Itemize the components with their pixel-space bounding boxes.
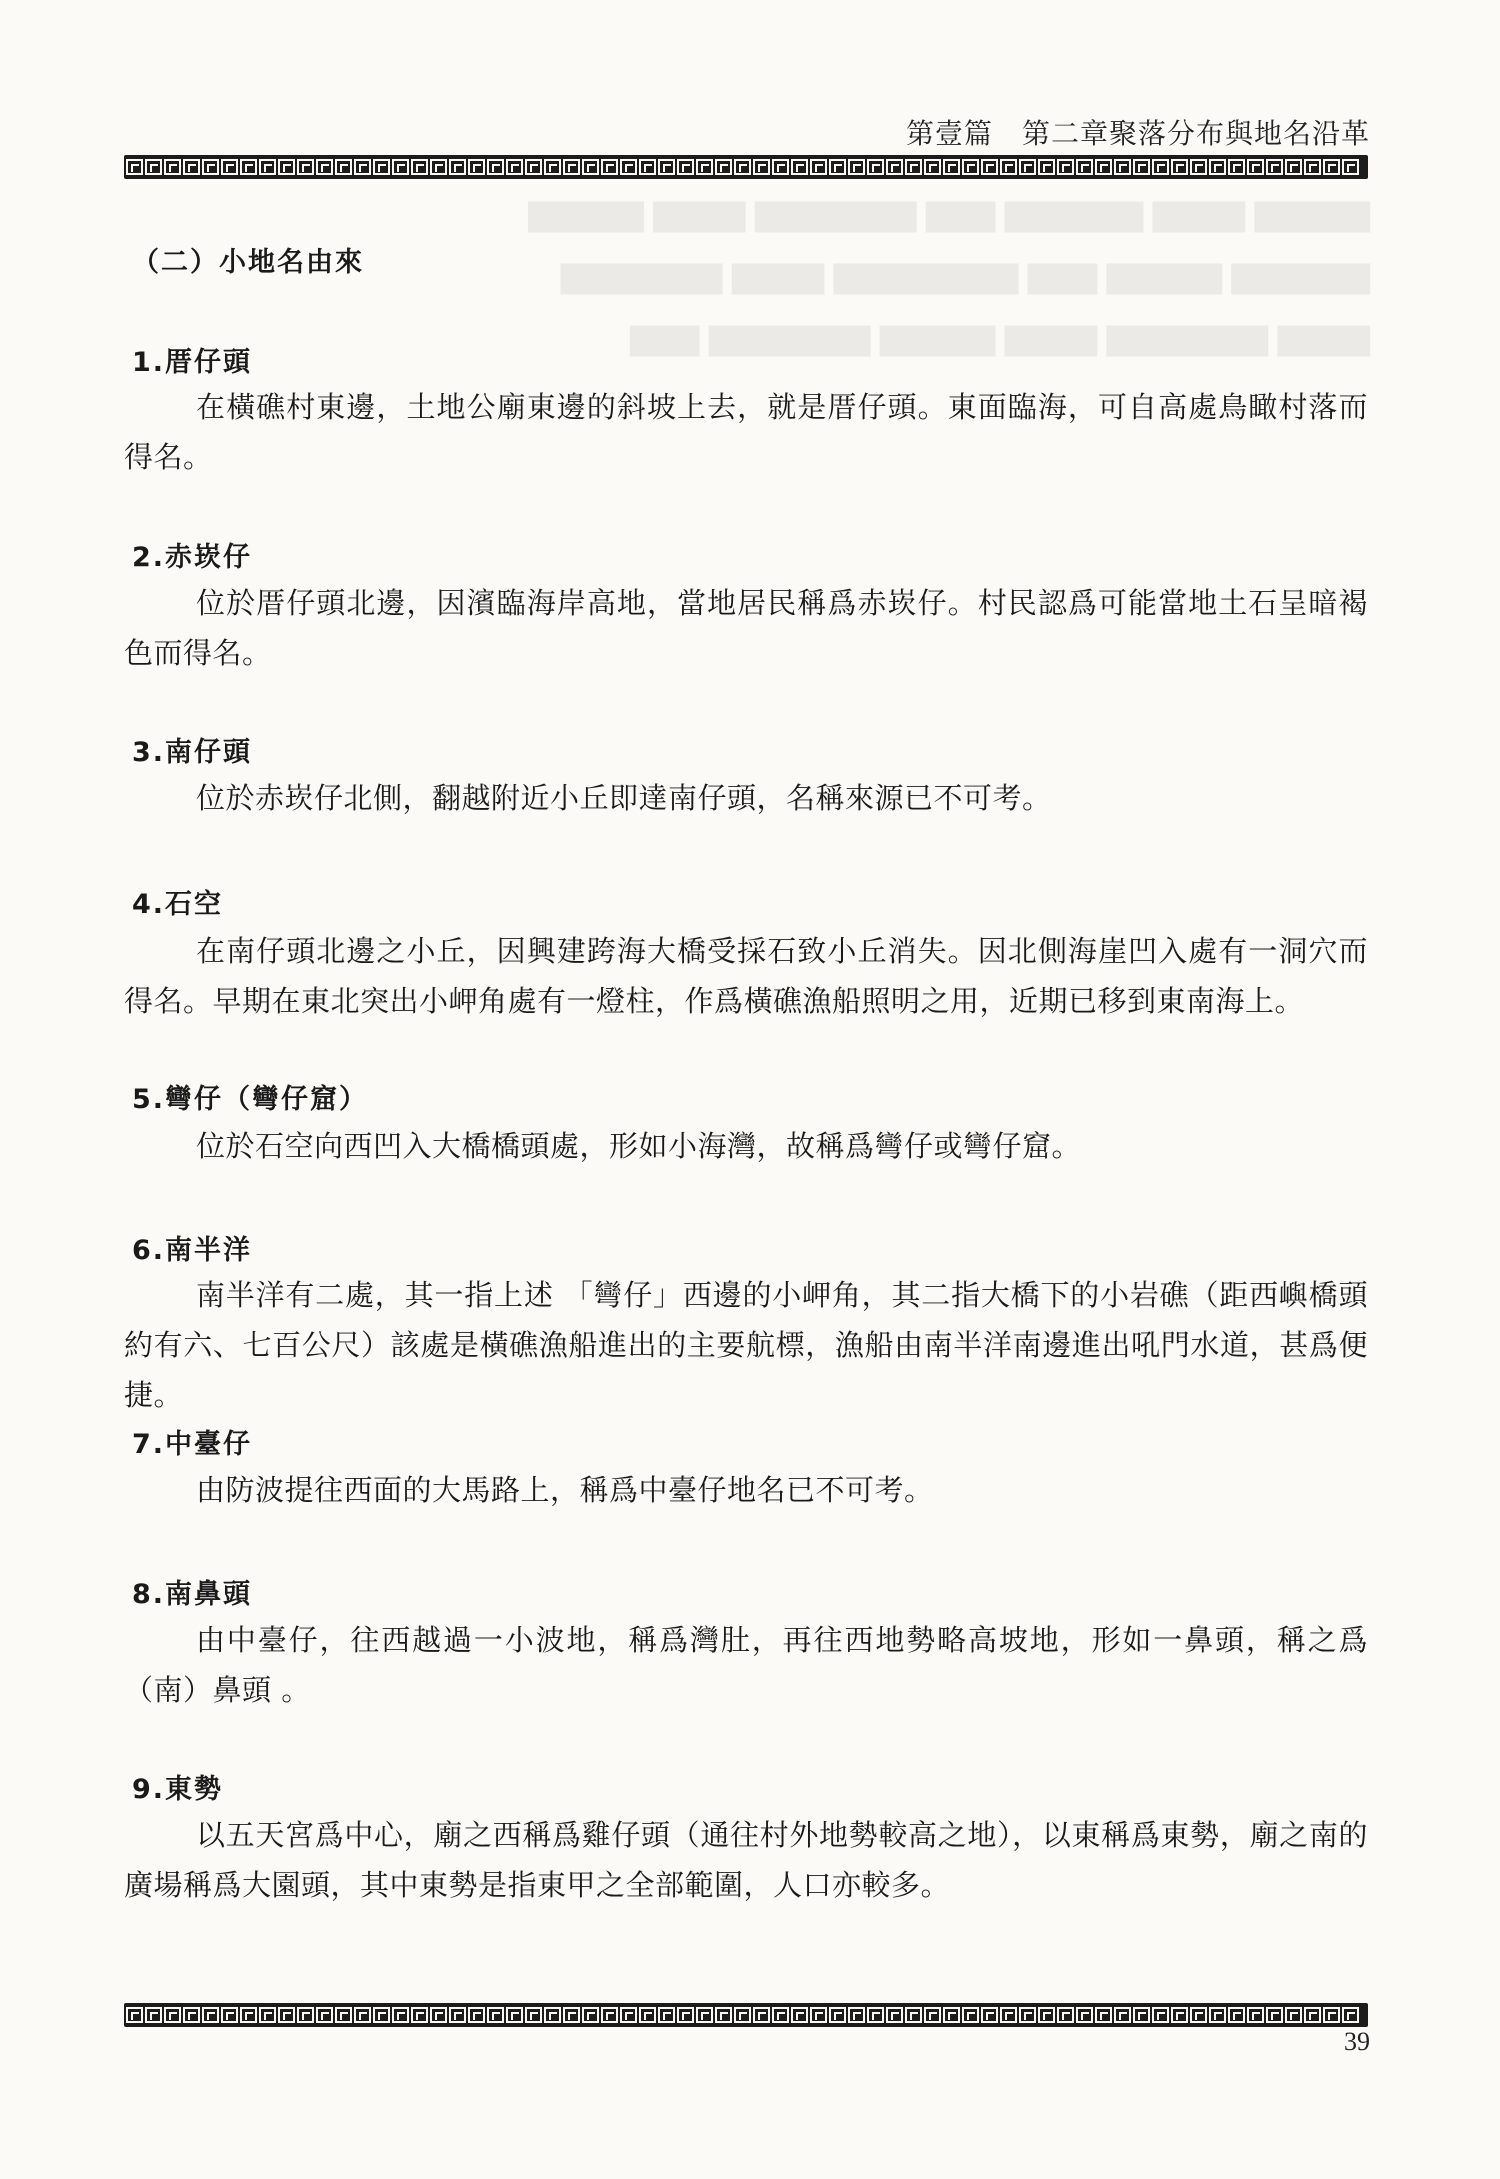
entry-heading: 4.石空 [132, 889, 224, 920]
section-title: （二）小地名由來 [132, 247, 364, 278]
greek-key-unit [240, 2007, 257, 2023]
greek-key-unit [544, 159, 561, 175]
greek-key-unit [1076, 2007, 1093, 2023]
greek-key-unit [772, 2007, 789, 2023]
greek-key-unit [1095, 2007, 1112, 2023]
greek-key-unit [1342, 159, 1359, 175]
greek-key-unit [335, 2007, 352, 2023]
greek-key-unit [981, 2007, 998, 2023]
greek-key-unit [430, 2007, 447, 2023]
greek-key-unit [563, 159, 580, 175]
greek-key-unit [316, 159, 333, 175]
greek-key-unit [905, 2007, 922, 2023]
greek-key-unit [1266, 2007, 1283, 2023]
greek-key-unit [943, 2007, 960, 2023]
greek-key-unit [240, 159, 257, 175]
greek-key-unit [202, 2007, 219, 2023]
greek-key-unit [696, 159, 713, 175]
greek-key-unit [1247, 159, 1264, 175]
greek-key-unit [126, 2007, 143, 2023]
greek-key-unit [354, 159, 371, 175]
greek-key-unit [468, 159, 485, 175]
greek-key-unit [1114, 2007, 1131, 2023]
greek-key-unit [1000, 159, 1017, 175]
greek-key-unit [620, 2007, 637, 2023]
entry-text: 以五天宮爲中心，廟之西稱爲雞仔頭（通往村外地勢較高之地），以東稱爲東勢，廟之南的廣場稱爲大園頭，其中東勢是指東甲之全部範圍，人口亦較多。 [124, 1818, 1368, 1902]
greek-key-unit [449, 2007, 466, 2023]
greek-key-unit [791, 159, 808, 175]
greek-key-unit [221, 2007, 238, 2023]
greek-key-unit [1057, 159, 1074, 175]
entry-text: 南半洋有二處，其一指上述 「彎仔」西邊的小岬角，其二指大橋下的小岩礁（距西嶼橋頭約有六、七百公尺）該處是橫礁漁船進出的主要航標，漁船由南半洋南邊進出吼門水道，甚爲便捷。 [124, 1278, 1368, 1412]
greek-key-unit [1323, 159, 1340, 175]
greek-key-unit [411, 2007, 428, 2023]
page-number: 39 [1344, 2027, 1370, 2056]
greek-key-unit [867, 159, 884, 175]
entry-heading: 8.南鼻頭 [132, 1579, 253, 1610]
greek-key-unit [886, 2007, 903, 2023]
greek-key-unit [601, 2007, 618, 2023]
greek-key-unit [810, 2007, 827, 2023]
greek-key-unit [183, 159, 200, 175]
greek-key-unit [715, 159, 732, 175]
greek-key-unit [1209, 2007, 1226, 2023]
greek-key-unit [487, 159, 504, 175]
running-header: 第壹篇 第二章聚落分布與地名沿革 [905, 117, 1370, 150]
greek-key-unit [1171, 2007, 1188, 2023]
greek-key-unit [1019, 159, 1036, 175]
greek-key-unit [297, 2007, 314, 2023]
greek-key-unit [544, 2007, 561, 2023]
greek-key-unit [639, 2007, 656, 2023]
greek-key-unit [221, 159, 238, 175]
greek-key-unit [1285, 2007, 1302, 2023]
greek-key-unit [487, 2007, 504, 2023]
greek-key-unit [905, 159, 922, 175]
greek-key-unit [981, 159, 998, 175]
greek-key-unit [506, 159, 523, 175]
greek-key-unit [1228, 2007, 1245, 2023]
greek-key-unit [392, 159, 409, 175]
greek-key-unit [867, 2007, 884, 2023]
greek-key-unit [753, 2007, 770, 2023]
entry-text: 位於石空向西凹入大橋橋頭處，形如小海灣，故稱爲彎仔或彎仔窟。 [196, 1129, 1082, 1163]
entry-heading: 1.厝仔頭 [132, 347, 253, 378]
greek-key-unit [1209, 159, 1226, 175]
greek-key-unit [962, 2007, 979, 2023]
entry-heading: 2.赤崁仔 [132, 542, 253, 573]
greek-key-unit [1228, 159, 1245, 175]
entry-heading: 3.南仔頭 [132, 737, 253, 768]
greek-key-unit [164, 159, 181, 175]
greek-key-unit [924, 159, 941, 175]
entry-text: 由中臺仔，往西越過一小波地，稱爲灣肚，再往西地勢略高坡地，形如一鼻頭，稱之爲（南）鼻頭 。 [124, 1623, 1368, 1707]
greek-key-unit [411, 159, 428, 175]
greek-key-unit [278, 2007, 295, 2023]
greek-key-unit [449, 159, 466, 175]
greek-key-unit [202, 159, 219, 175]
entry-text: 在南仔頭北邊之小丘，因興建跨海大橋受採石致小丘消失。因北側海崖凹入處有一洞穴而得名。早期在東北突出小岬角處有一燈柱，作爲橫礁漁船照明之用，近期已移到東南海上。 [124, 934, 1368, 1018]
entry-text: 位於厝仔頭北邊，因濱臨海岸高地，當地居民稱爲赤崁仔。村民認爲可能當地土石呈暗褐色而得名。 [124, 586, 1368, 670]
greek-key-unit [1076, 159, 1093, 175]
greek-key-unit [1114, 159, 1131, 175]
greek-key-unit [810, 159, 827, 175]
entry-heading: 7.中臺仔 [132, 1429, 253, 1460]
greek-key-unit [620, 159, 637, 175]
greek-key-unit [639, 159, 656, 175]
greek-key-unit [1266, 159, 1283, 175]
entry-text: 位於赤崁仔北側，翻越附近小丘即達南仔頭，名稱來源已不可考。 [196, 781, 1052, 815]
greek-key-unit [430, 159, 447, 175]
greek-key-unit [525, 159, 542, 175]
greek-key-unit [145, 2007, 162, 2023]
greek-key-unit [1095, 159, 1112, 175]
greek-key-unit [373, 159, 390, 175]
greek-key-unit [468, 2007, 485, 2023]
greek-key-unit [1133, 2007, 1150, 2023]
greek-key-unit [791, 2007, 808, 2023]
greek-key-unit [772, 159, 789, 175]
greek-key-border-top [124, 155, 1368, 179]
greek-key-unit [126, 159, 143, 175]
greek-key-unit [658, 159, 675, 175]
greek-key-unit [297, 159, 314, 175]
greek-key-unit [278, 159, 295, 175]
greek-key-unit [1133, 159, 1150, 175]
greek-key-unit [1038, 2007, 1055, 2023]
greek-key-unit [1323, 2007, 1340, 2023]
greek-key-unit [164, 2007, 181, 2023]
greek-key-unit [335, 159, 352, 175]
greek-key-unit [715, 2007, 732, 2023]
entry-text: 在橫礁村東邊，土地公廟東邊的斜坡上去，就是厝仔頭。東面臨海，可自高處鳥瞰村落而得名。 [124, 390, 1368, 474]
greek-key-unit [1152, 2007, 1169, 2023]
greek-key-unit [1038, 159, 1055, 175]
greek-key-unit [1000, 2007, 1017, 2023]
greek-key-unit [753, 159, 770, 175]
greek-key-unit [848, 2007, 865, 2023]
greek-key-unit [924, 2007, 941, 2023]
greek-key-unit [1057, 2007, 1074, 2023]
greek-key-unit [1190, 159, 1207, 175]
greek-key-unit [658, 2007, 675, 2023]
greek-key-unit [943, 159, 960, 175]
entry-heading: 9.東勢 [132, 1774, 224, 1805]
greek-key-unit [1247, 2007, 1264, 2023]
greek-key-unit [563, 2007, 580, 2023]
greek-key-unit [1304, 2007, 1321, 2023]
greek-key-unit [1342, 2007, 1359, 2023]
entry-text: 由防波提往西面的大馬路上，稱爲中臺仔地名已不可考。 [196, 1473, 934, 1507]
greek-key-unit [1152, 159, 1169, 175]
bleed-through-texture: ▇▇▇▇▇ ▇▇▇▇ ▇▇▇▇▇▇ ▇▇▇ ▇▇▇▇▇▇▇ ▇▇▇▇ ▇▇▇▇▇ ▇▇▇▇▇▇ ▇▇▇▇▇ ▇▇▇ ▇▇▇▇▇▇▇▇ ▇▇▇▇ ▇▇▇▇▇▇▇ ▇▇▇▇ ▇▇▇▇▇▇▇ ▇▇▇▇ ▇▇▇▇▇ ▇▇▇▇▇▇▇ ▇▇▇ [528, 198, 1370, 357]
greek-key-unit [1171, 159, 1188, 175]
greek-key-unit [145, 159, 162, 175]
greek-key-unit [316, 2007, 333, 2023]
greek-key-unit [677, 2007, 694, 2023]
greek-key-unit [829, 2007, 846, 2023]
greek-key-unit [392, 2007, 409, 2023]
entry-heading: 6.南半洋 [132, 1235, 253, 1266]
greek-key-unit [1019, 2007, 1036, 2023]
greek-key-unit [259, 2007, 276, 2023]
greek-key-unit [696, 2007, 713, 2023]
greek-key-unit [183, 2007, 200, 2023]
greek-key-unit [962, 159, 979, 175]
greek-key-unit [829, 159, 846, 175]
entry-heading: 5.彎仔（彎仔窟） [132, 1084, 369, 1115]
greek-key-unit [848, 159, 865, 175]
greek-key-border-bottom [124, 2003, 1368, 2027]
greek-key-unit [1304, 159, 1321, 175]
greek-key-unit [886, 159, 903, 175]
greek-key-unit [354, 2007, 371, 2023]
greek-key-unit [582, 159, 599, 175]
greek-key-unit [601, 159, 618, 175]
greek-key-unit [734, 159, 751, 175]
greek-key-unit [506, 2007, 523, 2023]
greek-key-unit [373, 2007, 390, 2023]
greek-key-unit [259, 159, 276, 175]
greek-key-unit [525, 2007, 542, 2023]
greek-key-unit [734, 2007, 751, 2023]
greek-key-unit [677, 159, 694, 175]
greek-key-unit [582, 2007, 599, 2023]
greek-key-unit [1285, 159, 1302, 175]
greek-key-unit [1190, 2007, 1207, 2023]
